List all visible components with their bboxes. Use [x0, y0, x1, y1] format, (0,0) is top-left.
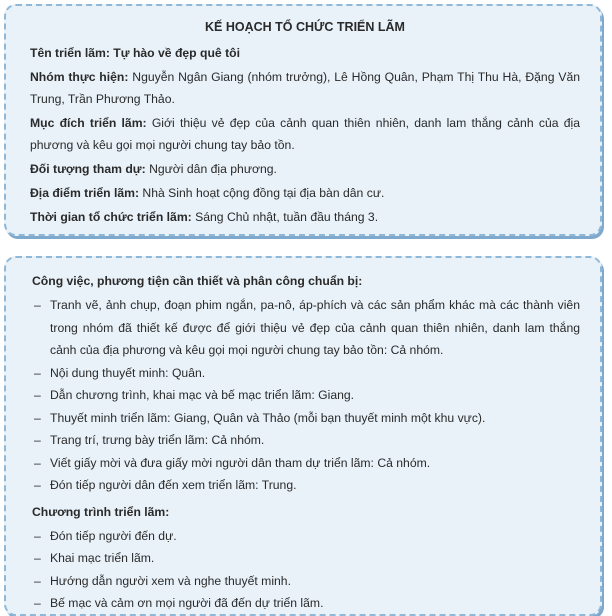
list-item: – Tranh vẽ, ảnh chụp, đoạn phim ngắn, pa-nô, áp-phích và các sản phẩm khác mà các thành viên trong nhóm đã thiết kế được để giới thiệu vẻ đẹp của cảnh quan thiên nhiên, danh lam thắng cảnh của địa phương và kêu gọi mọi người chung tay bảo tồn: Cả nhóm. [32, 294, 580, 362]
plan-title: KẾ HOẠCH TỔ CHỨC TRIỂN LÃM [205, 20, 405, 34]
field-value: Tự hào về đẹp quê tôi [109, 46, 240, 60]
list-item: – Hướng dẫn người xem và nghe thuyết minh. [32, 570, 580, 593]
list-item: – Bế mạc và cảm ơn mọi người đã đến dự triển lãm. [32, 592, 580, 615]
field-label: Đối tượng tham dự: [30, 162, 146, 176]
list-item: – Đón tiếp người dân đến xem triển lãm: Trung. [32, 474, 580, 497]
preparation-list [32, 294, 580, 497]
field-purpose [30, 112, 580, 156]
list-item: – Thuyết minh triển lãm: Giang, Quân và Thảo (mỗi bạn thuyết minh một khu vực). [32, 407, 580, 430]
field-value: Người dân địa phương. [145, 162, 277, 176]
program-list [32, 525, 580, 615]
field-value: Sáng Chủ nhật, tuần đầu tháng 3. [191, 210, 379, 224]
field-name [30, 42, 580, 64]
field-value: Nguyễn Ngân Giang (nhóm trưởng), Lê Hồng Quân, Phạm Thị Thu Hà, Đặng Văn Trung, Trần Phương Thảo. [30, 70, 580, 106]
list-item: – Khai mạc triển lãm. [32, 547, 580, 570]
list-item: – Trang trí, trưng bày triển lãm: Cả nhóm. [32, 429, 580, 452]
field-label: Mục đích triển lãm: [30, 116, 147, 130]
field-label: Tên triển lãm: [30, 46, 110, 60]
list-item: – Dẫn chương trình, khai mạc và bế mạc triển lãm: Giang. [32, 384, 580, 407]
field-location [30, 182, 580, 204]
preparation-box [4, 256, 602, 616]
list-item: – Đón tiếp người đến dự. [32, 525, 580, 548]
field-audience [30, 158, 580, 180]
field-label: Nhóm thực hiện: [30, 70, 129, 84]
field-label: Địa điểm triển lãm: [30, 186, 140, 200]
list-item: – Viết giấy mời và đưa giấy mời người dân tham dự triển lãm: Cả nhóm. [32, 452, 580, 475]
field-label: Thời gian tổ chức triển lãm: [30, 210, 192, 224]
exhibition-plan-box [4, 4, 602, 236]
program-heading: Chương trình triển lãm: [32, 504, 170, 519]
field-value: Giới thiệu vẻ đẹp của cảnh quan thiên nhiên, danh lam thắng cảnh của địa phương và kêu gọi mọi người chung tay bảo tồn. [30, 116, 580, 152]
field-value: Nhà Sinh hoạt cộng đồng tại địa bàn dân cư. [139, 186, 385, 200]
preparation-heading: Công việc, phương tiện cần thiết và phân công chuẩn bị: [32, 274, 363, 288]
field-group [30, 66, 580, 110]
list-item: – Nội dung thuyết minh: Quân. [32, 362, 580, 385]
field-time [30, 206, 580, 228]
